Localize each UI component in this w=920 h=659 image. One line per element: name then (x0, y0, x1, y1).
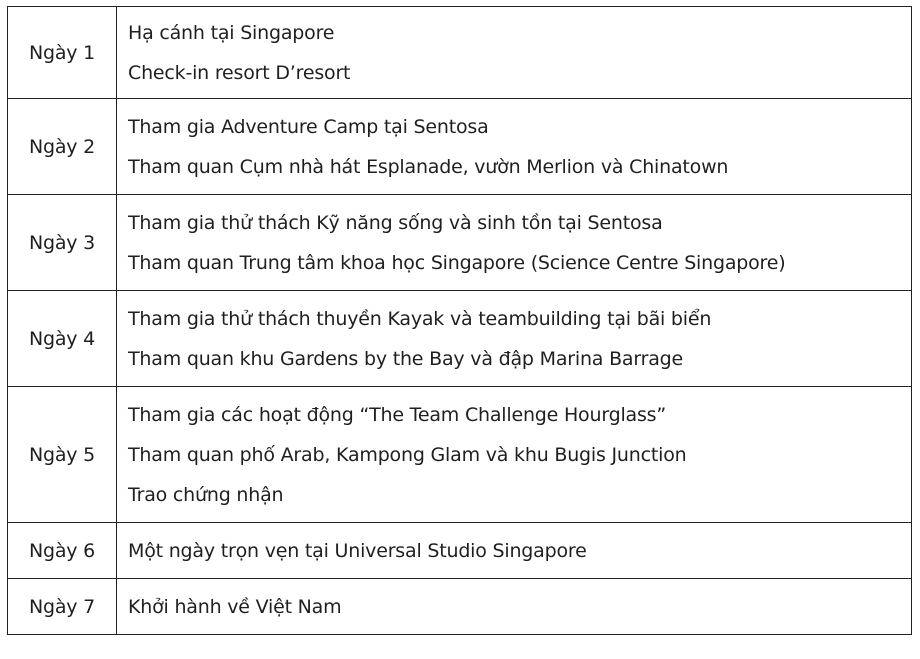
itinerary-row-day-4 (8, 291, 912, 387)
itinerary-row-day-5 (8, 387, 912, 523)
activity-item: Check-in resort D’resort (128, 61, 351, 84)
activities-cell (117, 387, 912, 523)
activities-cell (117, 195, 912, 291)
activities-cell (117, 291, 912, 387)
activities-cell (117, 579, 912, 635)
activity-item: Tham quan khu Gardens by the Bay và đập Marina Barrage (128, 347, 684, 370)
day-label: Ngày 1 (8, 7, 117, 99)
activities-cell (117, 99, 912, 195)
activity-item: Tham gia thử thách Kỹ năng sống và sinh tồn tại Sentosa (128, 211, 663, 234)
itinerary-row-day-7 (8, 579, 912, 635)
activity-item: Hạ cánh tại Singapore (128, 21, 335, 44)
activity-item: Tham quan Trung tâm khoa học Singapore (Science Centre Singapore) (128, 251, 786, 274)
activity-item: Khởi hành về Việt Nam (128, 595, 342, 618)
day-label: Ngày 7 (8, 579, 117, 635)
day-label: Ngày 3 (8, 195, 117, 291)
activity-item: Tham gia các hoạt động “The Team Challenge Hourglass” (128, 403, 667, 426)
activity-item: Tham gia thử thách thuyền Kayak và teambuilding tại bãi biển (128, 307, 712, 330)
day-label: Ngày 4 (8, 291, 117, 387)
activity-item: Một ngày trọn vẹn tại Universal Studio Singapore (128, 539, 587, 562)
activity-item: Tham gia Adventure Camp tại Sentosa (128, 115, 489, 138)
day-label: Ngày 2 (8, 99, 117, 195)
activity-item: Trao chứng nhận (128, 483, 284, 506)
activities-cell (117, 523, 912, 579)
activity-item: Tham quan phố Arab, Kampong Glam và khu Bugis Junction (128, 443, 687, 466)
activity-item: Tham quan Cụm nhà hát Esplanade, vườn Merlion và Chinatown (128, 155, 729, 178)
itinerary-row-day-1 (8, 7, 912, 99)
day-label: Ngày 6 (8, 523, 117, 579)
day-label: Ngày 5 (8, 387, 117, 523)
itinerary-row-day-3 (8, 195, 912, 291)
itinerary-row-day-2 (8, 99, 912, 195)
itinerary-table (7, 6, 912, 635)
itinerary-row-day-6 (8, 523, 912, 579)
activities-cell (117, 7, 912, 99)
